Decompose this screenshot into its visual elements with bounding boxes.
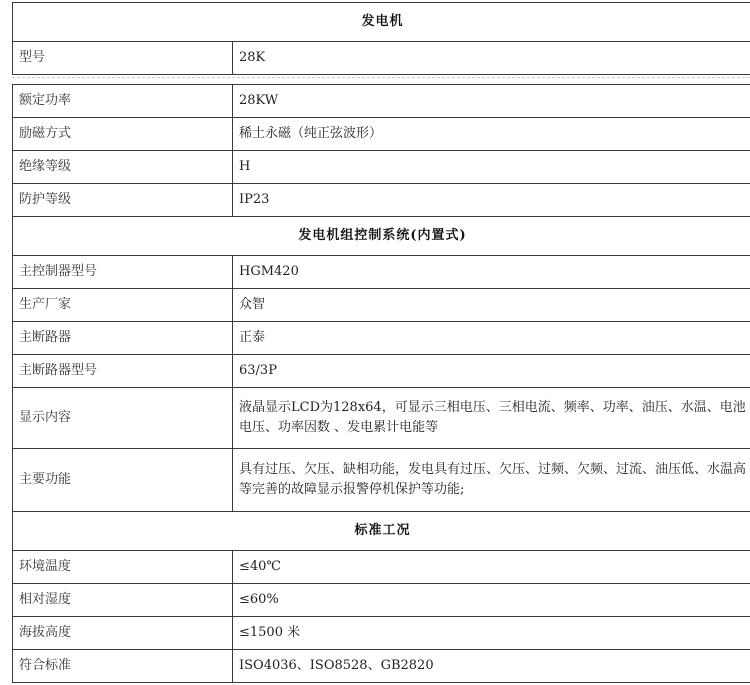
row-label-model: 型号 [13, 42, 233, 75]
row-label-main-functions: 主要功能 [13, 449, 233, 512]
row-value-breaker: 正泰 [233, 322, 750, 355]
section-title-generator: 发电机 [13, 3, 750, 42]
table-row [13, 584, 750, 617]
row-value-insulation: H [233, 151, 750, 184]
table-row [13, 355, 750, 388]
table-row [13, 388, 750, 449]
row-label-insulation: 绝缘等级 [13, 151, 233, 184]
table-row [13, 289, 750, 322]
row-value-rated-power: 28KW [233, 85, 750, 118]
table-row [13, 85, 750, 118]
row-label-rated-power: 额定功率 [13, 85, 233, 118]
row-label-breaker-model: 主断路器型号 [13, 355, 233, 388]
section-heading-row [13, 512, 750, 551]
row-label-excitation: 励磁方式 [13, 118, 233, 151]
row-value-protection: IP23 [233, 184, 750, 217]
section-title-standard-conditions: 标准工况 [13, 512, 750, 551]
row-value-manufacturer: 众智 [233, 289, 750, 322]
row-label-altitude: 海拔高度 [13, 617, 233, 650]
section-heading-row [13, 3, 750, 42]
table-row [13, 650, 750, 683]
row-value-ambient-temp: ≤40℃ [233, 551, 750, 584]
row-value-standards: ISO4036、ISO8528、GB2820 [233, 650, 750, 683]
generator-table [12, 2, 750, 75]
page-break-divider [12, 77, 750, 78]
row-label-manufacturer: 生产厂家 [13, 289, 233, 322]
section-heading-row [13, 217, 750, 256]
row-value-breaker-model: 63/3P [233, 355, 750, 388]
table-row [13, 184, 750, 217]
row-label-controller-model: 主控制器型号 [13, 256, 233, 289]
row-label-ambient-temp: 环境温度 [13, 551, 233, 584]
row-label-standards: 符合标准 [13, 650, 233, 683]
table-row [13, 151, 750, 184]
row-value-humidity: ≤60% [233, 584, 750, 617]
table-row [13, 256, 750, 289]
row-label-breaker: 主断路器 [13, 322, 233, 355]
row-label-display-content: 显示内容 [13, 388, 233, 449]
table-row [13, 449, 750, 512]
row-value-excitation: 稀土永磁（纯正弦波形） [233, 118, 750, 151]
row-label-protection: 防护等级 [13, 184, 233, 217]
row-value-altitude: ≤1500 米 [233, 617, 750, 650]
row-value-display-content: 液晶显示LCD为128x64，可显示三相电压、三相电流、频率、功率、油压、水温、电池电压、功率因数 、发电累计电能等 [233, 388, 750, 449]
table-row [13, 322, 750, 355]
spec-table [12, 84, 750, 683]
row-value-model: 28K [233, 42, 750, 75]
section-title-control-system: 发电机组控制系统(内置式) [13, 217, 750, 256]
table-row [13, 551, 750, 584]
table-row [13, 42, 750, 75]
row-label-humidity: 相对湿度 [13, 584, 233, 617]
row-value-controller-model: HGM420 [233, 256, 750, 289]
table-row [13, 617, 750, 650]
table-row [13, 118, 750, 151]
row-value-main-functions: 具有过压、欠压、缺相功能，发电具有过压、欠压、过频、欠频、过流、油压低、水温高等完善的故障显示报警停机保护等功能; [233, 449, 750, 512]
